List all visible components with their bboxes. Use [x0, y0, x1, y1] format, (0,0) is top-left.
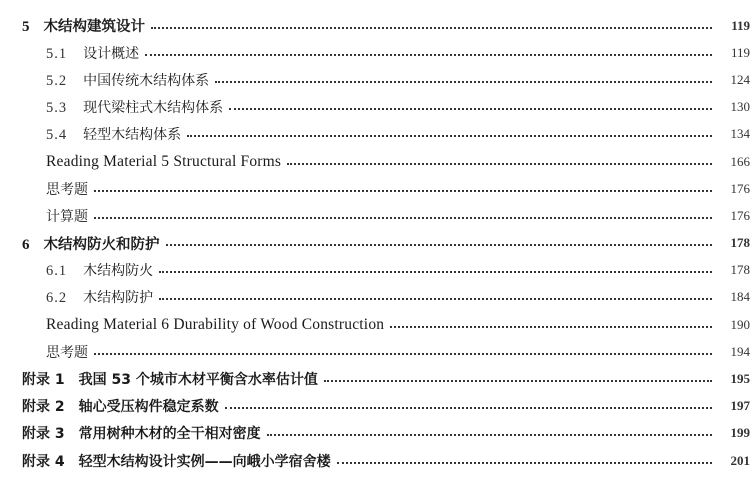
entry-title: 中国传统木结构体系 [83, 72, 210, 89]
entry-title: 轻型木结构设计实例——向峨小学宿舍楼 [78, 453, 331, 470]
dot-leader [166, 244, 713, 246]
dot-leader [145, 54, 712, 56]
toc-entry[interactable] [0, 39, 750, 66]
table-of-contents [0, 12, 750, 474]
toc-entry[interactable] [0, 202, 750, 229]
entry-number: 5.4 [46, 127, 68, 144]
toc-entry[interactable] [0, 393, 750, 420]
dot-leader [159, 298, 712, 300]
page-number: 195 [730, 371, 750, 387]
page-number: 124 [730, 71, 750, 87]
entry-number: 5.3 [46, 100, 68, 117]
dot-leader [324, 380, 712, 382]
page-number: 176 [730, 180, 750, 196]
entry-title: 现代梁柱式木结构体系 [83, 100, 224, 117]
toc-entry[interactable] [0, 420, 750, 447]
entry-title: Reading Material 5 Structural Forms [46, 153, 282, 171]
page-number: 199 [730, 425, 750, 441]
page-number: 134 [730, 126, 750, 142]
dot-leader [390, 326, 712, 328]
dot-leader [287, 163, 712, 165]
dot-leader [159, 271, 712, 273]
entry-title: Reading Material 6 Durability of Wood Construction [46, 316, 385, 334]
entry-number: 附录 2 [22, 399, 65, 416]
entry-title: 木结构建筑设计 [43, 19, 145, 36]
entry-number: 5.1 [46, 45, 68, 62]
page-number: 176 [730, 207, 750, 223]
dot-leader [94, 353, 712, 355]
toc-entry[interactable] [0, 94, 750, 121]
page-number: 178 [730, 262, 750, 278]
entry-title: 木结构防护 [83, 290, 154, 307]
entry-title: 我国 53 个城市木材平衡含水率估计值 [78, 372, 318, 389]
toc-entry[interactable] [0, 311, 750, 338]
page-number: 184 [730, 289, 750, 305]
entry-number: 附录 4 [22, 453, 65, 470]
page-number: 119 [730, 44, 750, 60]
entry-title: 轻型木结构体系 [83, 127, 182, 144]
toc-entry[interactable] [0, 338, 750, 365]
toc-entry[interactable] [0, 257, 750, 284]
dot-leader [229, 108, 712, 110]
toc-entry[interactable] [0, 284, 750, 311]
toc-entry[interactable] [0, 365, 750, 392]
entry-title: 设计概述 [83, 45, 140, 62]
toc-entry[interactable] [0, 66, 750, 93]
page-number: 166 [730, 153, 750, 169]
dot-leader [225, 407, 712, 409]
page-number: 190 [730, 316, 750, 332]
toc-entry[interactable] [0, 175, 750, 202]
toc-entry[interactable] [0, 12, 750, 39]
page-number: 201 [730, 452, 750, 468]
page-number: 194 [730, 343, 750, 359]
dot-leader [337, 462, 712, 464]
entry-title: 木结构防火 [83, 263, 154, 280]
entry-title: 轴心受压构件稳定系数 [78, 399, 219, 416]
entry-title: 木结构防火和防护 [43, 236, 160, 253]
entry-number: 5.2 [46, 72, 68, 89]
entry-number: 6.2 [46, 290, 68, 307]
dot-leader [215, 81, 712, 83]
toc-entry[interactable] [0, 230, 750, 257]
toc-entry[interactable] [0, 121, 750, 148]
entry-number: 附录 1 [22, 372, 65, 389]
entry-title: 常用树种木材的全干相对密度 [78, 426, 261, 443]
entry-number: 6 [22, 236, 30, 253]
dot-leader [267, 434, 712, 436]
toc-entry[interactable] [0, 447, 750, 474]
dot-leader [94, 217, 712, 219]
dot-leader [151, 27, 712, 29]
page-number: 119 [731, 17, 750, 33]
page-number: 178 [730, 235, 750, 251]
entry-title: 思考题 [46, 344, 88, 361]
page-number: 197 [730, 398, 750, 414]
entry-number: 5 [22, 19, 30, 36]
entry-number: 附录 3 [22, 426, 65, 443]
dot-leader [187, 135, 712, 137]
dot-leader [94, 190, 712, 192]
page-number: 130 [730, 99, 750, 115]
entry-number: 6.1 [46, 263, 68, 280]
entry-title: 思考题 [46, 181, 88, 198]
entry-title: 计算题 [46, 208, 88, 225]
toc-entry[interactable] [0, 148, 750, 175]
